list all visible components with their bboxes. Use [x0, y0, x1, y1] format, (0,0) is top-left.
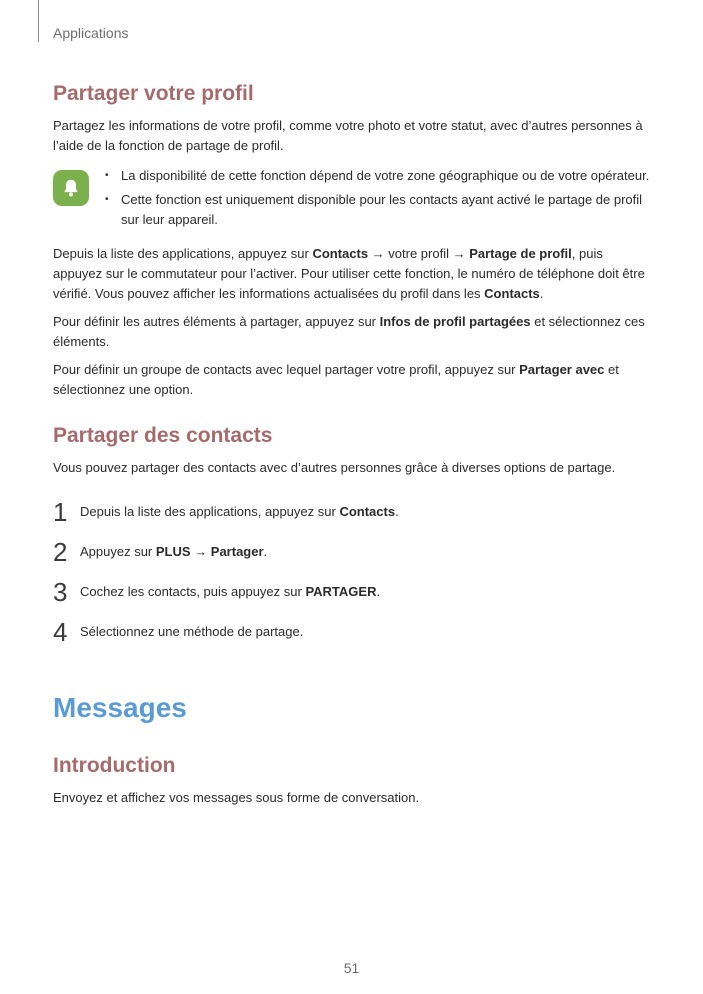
step-text: Cochez les contacts, puis appuyez sur PARTAGER. [80, 584, 381, 599]
share-profile-paragraph-3: Pour définir un groupe de contacts avec lequel partager votre profil, appuyez sur Partager avec et sélectionnez une option. [53, 362, 619, 397]
section-title-share-profile: Partager votre profil [53, 82, 254, 105]
bell-icon [53, 170, 89, 206]
note-box [53, 166, 653, 234]
step-text: Depuis la liste des applications, appuyez sur Contacts. [80, 504, 399, 519]
steps-list [53, 492, 653, 652]
running-header: Applications [53, 25, 129, 41]
chapter-title-messages: Messages [53, 692, 187, 723]
note-item: • Cette fonction est uniquement disponible pour les contacts ayant activé le partage de profil sur leur appareil. [103, 190, 653, 230]
share-contacts-intro: Vous pouvez partager des contacts avec d’autres personnes grâce à diverses options de partage. [53, 460, 616, 475]
share-profile-paragraph-1: Depuis la liste des applications, appuyez sur Contacts → votre profil → Partage de profil, puis appuyez sur le commutateur pour l’activer. Pour utiliser cette fonction, le numéro de téléphone doit être vérifié. Vous pouvez afficher les informations actualisées du profil dans les Contacts. [53, 246, 645, 301]
step-text: Sélectionnez une méthode de partage. [80, 624, 304, 639]
step-number: 1 [53, 497, 68, 527]
messages-intro: Envoyez et affichez vos messages sous forme de conversation. [53, 790, 420, 805]
share-profile-intro: Partagez les informations de votre profil, comme votre photo et votre statut, avec d’autres personnes à l’aide de la fonction de partage de profil. [53, 118, 643, 153]
page-content [53, 82, 653, 816]
note-item: • La disponibilité de cette fonction dépend de votre zone géographique ou de votre opérateur. [103, 166, 653, 186]
corner-rule [38, 0, 39, 42]
step-number: 4 [53, 617, 68, 647]
section-title-introduction: Introduction [53, 754, 176, 777]
step-item [53, 492, 653, 532]
step-text: Appuyez sur PLUS → Partager. [80, 544, 268, 559]
section-title-share-contacts: Partager des contacts [53, 424, 273, 447]
share-profile-paragraph-2: Pour définir les autres éléments à partager, appuyez sur Infos de profil partagées et sélectionnez ces éléments. [53, 314, 645, 349]
step-item [53, 532, 653, 572]
step-item [53, 572, 653, 612]
note-list [103, 166, 653, 234]
page-number: 51 [343, 960, 360, 976]
step-item [53, 612, 653, 652]
step-number: 3 [53, 577, 68, 607]
step-number: 2 [53, 537, 68, 567]
